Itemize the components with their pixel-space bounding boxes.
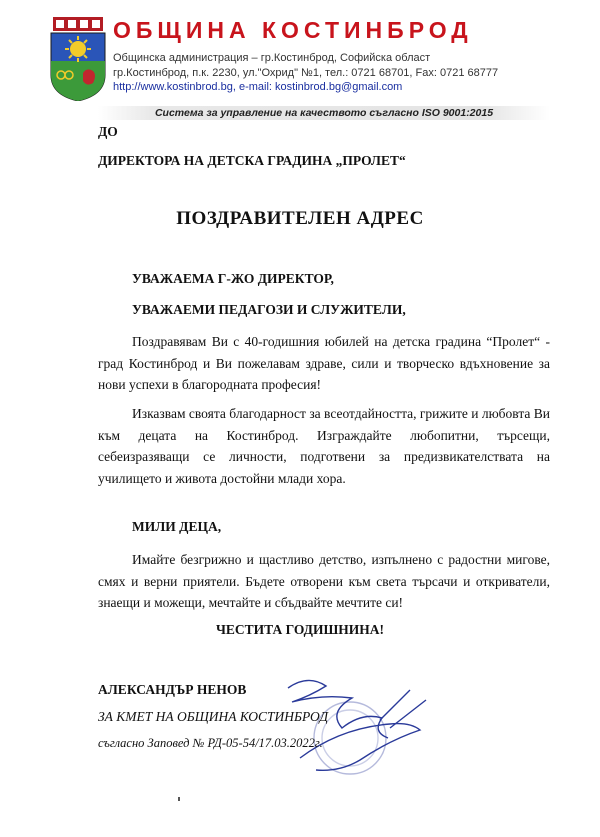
- closing-wish: ЧЕСТИТА ГОДИШНИНА!: [215, 622, 385, 637]
- signatory-role: ЗА КМЕТ НА ОБЩИНА КОСТИНБРОД: [98, 709, 329, 724]
- page-mark: [178, 797, 180, 801]
- recipient-to: ДО: [98, 124, 118, 139]
- iso-statement: Система за управление на качеството съгласно ISO 9001:2015: [154, 107, 494, 119]
- signatory-name: АЛЕКСАНДЪР НЕНОВ: [98, 682, 247, 697]
- signature-and-stamp: [230, 668, 450, 788]
- coat-of-arms-icon: [49, 17, 107, 101]
- paragraph-congratulations: Поздравявам Ви с 40-годишния юбилей на детска градина “Пролет“ - град Костинброд и Ви пожелавам здраве, сили и творческо вдъхновение за нови успехи в благородната професия!: [98, 334, 550, 392]
- letterhead-contact-line: гр.Костинброд, п.к. 2230, ул."Охрид" №1, тел.: 0721 68701, Fax: 0721 68777: [113, 67, 499, 79]
- paragraph-gratitude: Изказвам своята благодарност за всеотдайността, грижите и любовта Ви към децата на Костинброд. Изграждайте любопитни, търсещи, себеизразяващи се личности, подготвени за предизвикателствата на училището и живота достойни млади хора.: [98, 406, 550, 486]
- greeting-children: МИЛИ ДЕЦА,: [132, 519, 222, 534]
- recipient-name: ДИРЕКТОРА НА ДЕТСКА ГРАДИНА „ПРОЛЕТ“: [98, 153, 406, 168]
- greeting-staff: УВАЖАЕМИ ПЕДАГОЗИ И СЛУЖИТЕЛИ,: [132, 302, 406, 317]
- municipality-name: ОБЩИНА КОСТИНБРОД: [113, 17, 473, 43]
- letterhead-address-line: Общинска администрация – гр.Костинброд, Софийска област: [113, 52, 431, 64]
- paragraph-children-wishes: Имайте безгрижно и щастливо детство, изпълнено с радостни мигове, смях и верни приятели. Бъдете отворени към света търсачи и откриватели, знаещи и можещи, мечтайте и сбъдвайте мечтите си!: [98, 552, 550, 610]
- authorization-order: съгласно Заповед № РД-05-54/17.03.2022г.: [98, 736, 323, 750]
- greeting-director: УВАЖАЕМА Г-ЖО ДИРЕКТОР,: [132, 271, 334, 286]
- letterhead-web-email[interactable]: http://www.kostinbrod.bg, e-mail: kostinbrod.bg@gmail.com: [113, 81, 403, 93]
- document-title: ПОЗДРАВИТЕЛЕН АДРЕС: [176, 208, 424, 229]
